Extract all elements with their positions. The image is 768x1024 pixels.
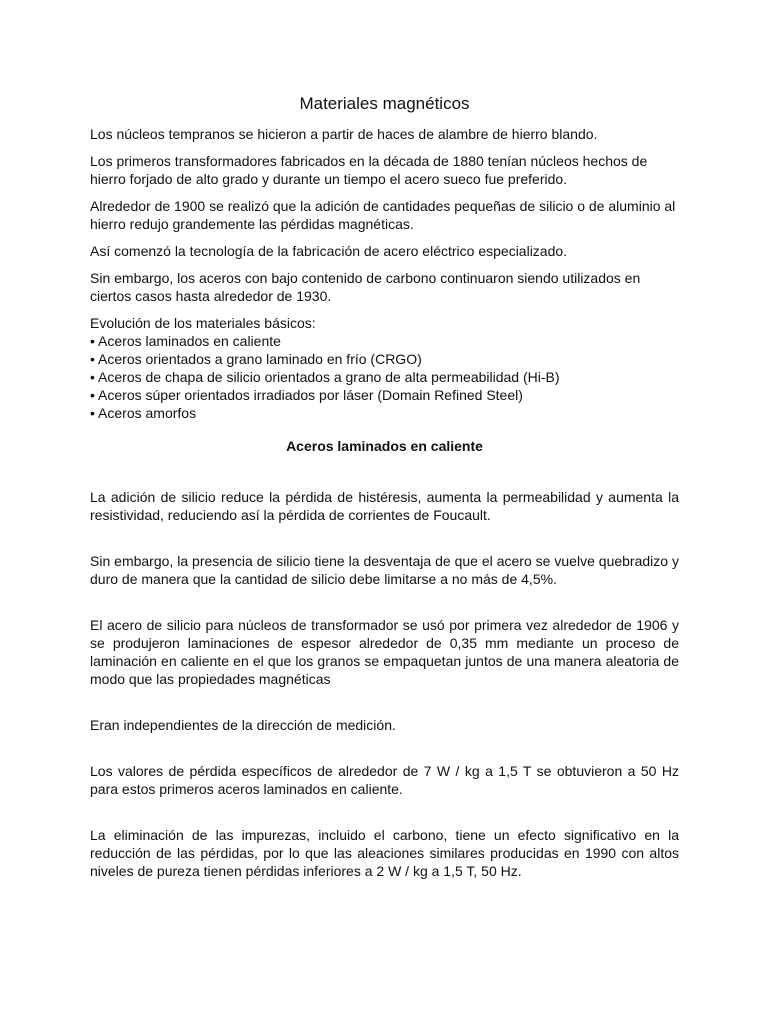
intro-paragraph: Los núcleos tempranos se hicieron a partir de haces de alambre de hierro blando.: [90, 126, 598, 142]
section-title: Aceros laminados en caliente: [286, 438, 483, 454]
intro-paragraph: Así comenzó la tecnología de la fabricación de acero eléctrico especializado.: [90, 243, 568, 259]
section-paragraph: La adición de silicio reduce la pérdida de histéresis, aumenta la permeabilidad y aumenta la resistividad, reduciendo así la pérdida de corrientes de Foucault.: [90, 489, 679, 523]
section-paragraph: Los valores de pérdida específicos de alrededor de 7 W / kg a 1,5 T se obtuvieron a 50 Hz para estos primeros aceros laminados en caliente.: [90, 763, 679, 797]
section-paragraph: La eliminación de las impurezas, incluido el carbono, tiene un efecto significativo en la reducción de las pérdidas, por lo que las aleaciones similares producidas en 1990 con altos niveles de pureza tienen pérdidas inferiores a 2 W / kg a 1,5 T, 50 Hz.: [90, 827, 679, 879]
materials-list-block: [90, 314, 679, 422]
list-item: • Aceros amorfos: [90, 404, 679, 422]
section-paragraph: Eran independientes de la dirección de medición.: [90, 717, 396, 733]
section-paragraph: Sin embargo, la presencia de silicio tiene la desventaja de que el acero se vuelve quebradizo y duro de manera que la cantidad de silicio debe limitarse a no más de 4,5%.: [90, 553, 679, 587]
list-item: • Aceros orientados a grano laminado en frío (CRGO): [90, 350, 679, 368]
intro-paragraph: Alrededor de 1900 se realizó que la adición de cantidades pequeñas de silicio o de aluminio al hierro redujo grandemente las pérdidas magnéticas.: [90, 198, 676, 232]
materials-list: [90, 332, 679, 422]
list-item: • Aceros de chapa de silicio orientados a grano de alta permeabilidad (Hi-B): [90, 368, 679, 386]
list-heading: Evolución de los materiales básicos:: [90, 315, 316, 331]
intro-paragraph: Los primeros transformadores fabricados en la década de 1880 tenían núcleos hechos de hierro forjado de alto grado y durante un tiempo el acero sueco fue preferido.: [90, 153, 648, 187]
list-item: • Aceros súper orientados irradiados por láser (Domain Refined Steel): [90, 386, 679, 404]
document-title: Materiales magnéticos: [299, 94, 470, 113]
list-item: • Aceros laminados en caliente: [90, 332, 679, 350]
intro-paragraph: Sin embargo, los aceros con bajo contenido de carbono continuaron siendo utilizados en ciertos casos hasta alrededor de 1930.: [90, 270, 641, 304]
section-paragraph: El acero de silicio para núcleos de transformador se usó por primera vez alrededor de 1906 y se produjeron laminaciones de espesor alrededor de 0,35 mm mediante un proceso de laminación en caliente en el que los granos se empaquetan juntos de una manera aleatoria de modo que las propiedades magnéticas: [90, 617, 679, 687]
